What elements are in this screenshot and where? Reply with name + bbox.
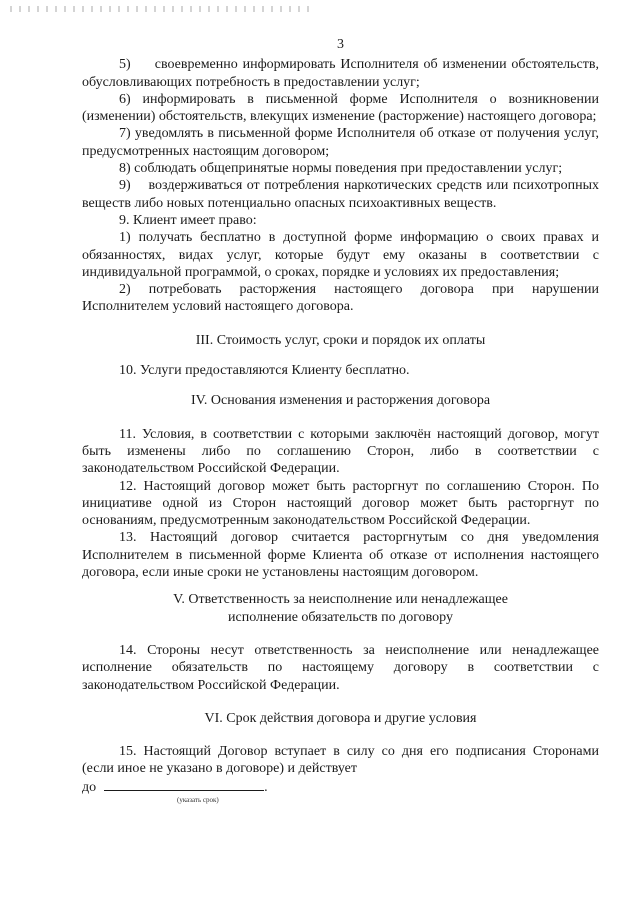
section-4-heading: IV. Основания изменения и расторжения договора (190, 393, 491, 409)
term-fill-caption: (указать срок) (177, 795, 219, 804)
clause-9-sub: 9) воздерживаться от потребления наркотических средств или психотропных веществ либо новых потенциально опасных психоактивных веществ. (82, 178, 599, 211)
page-number: 3 (337, 37, 344, 52)
clause-9-title: 9. Клиент имеет право: (119, 212, 257, 228)
section-6-heading: VI. Срок действия договора и другие условия (204, 710, 477, 726)
clause-6: 6) информировать в письменной форме Исполнителя о возникновении (изменении) обстоятельств, влекущих изменение (расторжение) настоящего договора; (82, 91, 599, 125)
clause-14: 14. Стороны несут ответственность за неисполнение или ненадлежащее исполнение обязательств по настоящему договору в соответствии с законодательством Российской Федерации. (82, 642, 599, 693)
clause-10: 10. Услуги предоставляются Клиенту бесплатно. (119, 363, 410, 379)
clause-11: 11. Условия, в соответствии с которыми заключён настоящий договор, могут быть изменены либо по соглашению Сторон, либо в соответствии с законодательством Российской Федерации. (82, 426, 599, 477)
clause-9-2: 2) потребовать расторжения настоящего договора при нарушении Исполнителем условий настоящего договора. (82, 282, 599, 315)
section-5-heading-line2: исполнение обязательств по договору (228, 609, 453, 625)
clause-9-1: 1) получать бесплатно в доступной форме информацию о своих правах и обязанностях, видах услуг, которые будут ему оказаны в соответствии с индивидуальной программой, о сроках, порядке и условиях их предоставления; (82, 230, 599, 280)
document-page (82, 36, 599, 804)
until-period: . (264, 779, 268, 795)
clause-5: 5) своевременно информировать Исполнителя об изменении обстоятельств, обусловливающих потребность в предоставлении услуг; (82, 57, 599, 90)
clause-15-until-line (82, 778, 599, 796)
term-fill-line (104, 778, 264, 791)
clause-15: 15. Настоящий Договор вступает в силу со дня его подписания Сторонами (если иное не указано в договоре) и действует (82, 744, 599, 777)
clause-12: 12. Настоящий договор может быть расторгнут по соглашению Сторон. По инициативе одной из Сторон настоящий договор может быть расторгнут по основаниям, предусмотренным законодательством Российской Федерации. (82, 478, 599, 529)
until-word: до (82, 779, 97, 795)
section-3-heading: III. Стоимость услуг, сроки и порядок их оплаты (195, 332, 486, 348)
section-5-heading-line1: V. Ответственность за неисполнение или ненадлежащее (173, 592, 508, 608)
clause-7: 7) уведомлять в письменной форме Исполнителя об отказе от получения услуг, предусмотренных настоящим договором; (82, 126, 599, 159)
scan-artifact-marks (10, 6, 310, 12)
clause-13: 13. Настоящий договор считается расторгнутым со дня уведомления Исполнителем в письменной форме Клиента об отказе от исполнения настоящего договора, если иные сроки не установлены настоящим договором. (82, 530, 599, 581)
clause-8: 8) соблюдать общепринятые нормы поведения при предоставлении услуг; (119, 161, 563, 177)
